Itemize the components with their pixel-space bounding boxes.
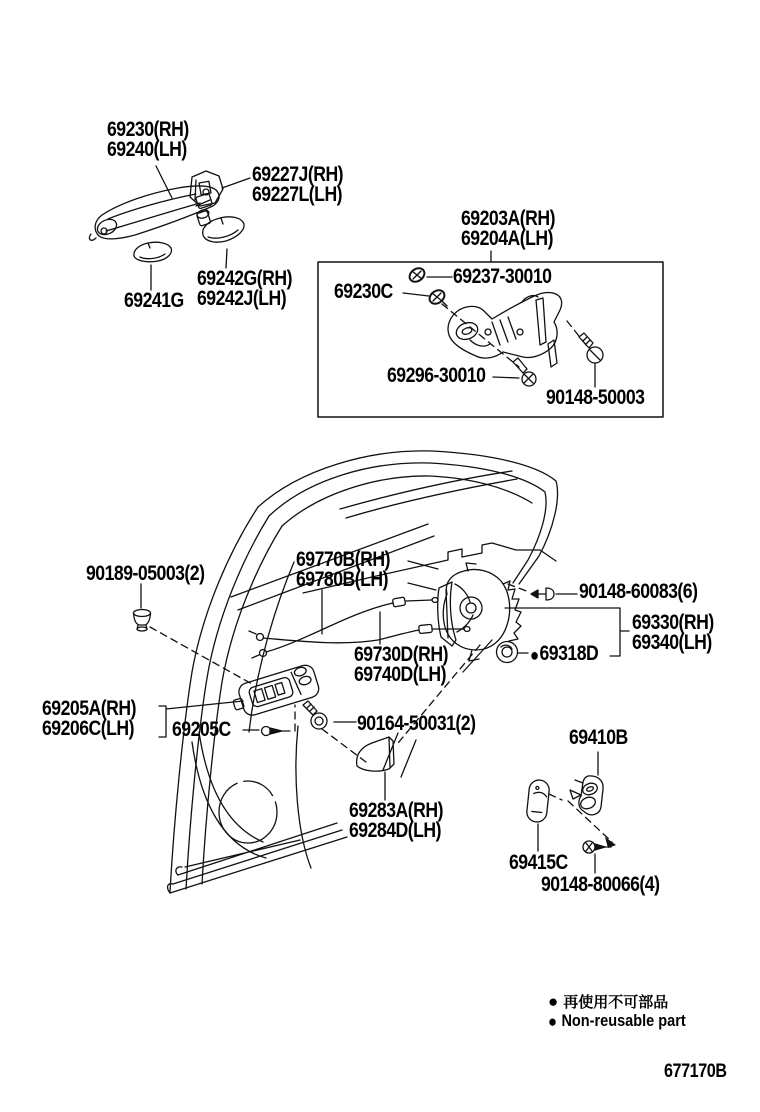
part-label-69730d: 69730D(RH) 69740D(LH)	[354, 643, 448, 686]
seal-69318d-drawing	[497, 642, 518, 663]
legend-non-reusable-jp: ● 再使用不可部品	[548, 992, 669, 1011]
part-label-69230c: 69230C	[334, 280, 393, 303]
part-label-90164: 90164-50031(2)	[357, 712, 476, 735]
screw-69296-icon	[513, 358, 536, 386]
screw-90164-icon	[303, 701, 327, 729]
grommet-90189-icon	[134, 610, 151, 632]
part-label-69410b: 69410B	[569, 726, 628, 749]
part-label-69230-69240: 69230(RH) 69240(LH)	[107, 118, 189, 161]
screw-90148-60083-icon	[531, 588, 554, 600]
non-reusable-icon: ●	[548, 1012, 558, 1031]
part-label-69242: 69242G(RH) 69242J(LH)	[197, 267, 292, 310]
non-reusable-icon: ●	[530, 645, 539, 665]
part-label-69203a: 69203A(RH) 69204A(LH)	[461, 207, 555, 250]
striker-drawing	[570, 776, 603, 815]
screw-69205c-icon	[262, 727, 283, 736]
part-label-69237: 69237-30010	[453, 265, 552, 288]
part-label-90148-50003: 90148-50003	[546, 386, 645, 409]
part-label-69318d: ●69318D	[530, 642, 599, 665]
handle-trim-drawing	[357, 737, 394, 771]
part-label-90189: 90189-05003(2)	[86, 562, 205, 585]
grommet-69237-icon	[407, 265, 427, 284]
screw-90148-80066-icon	[583, 841, 605, 853]
clip-69230c-icon	[427, 287, 447, 306]
part-label-69227: 69227J(RH) 69227L(LH)	[252, 163, 344, 206]
part-label-69205a: 69205A(RH) 69206C(LH)	[42, 697, 136, 740]
handle-cap-drawing	[203, 217, 244, 242]
part-label-69296: 69296-30010	[387, 364, 486, 387]
outside-handle-drawing	[89, 186, 219, 240]
part-label-90148-60083: 90148-60083(6)	[579, 580, 698, 603]
part-label-69330: 69330(RH) 69340(LH)	[632, 611, 714, 654]
inside-handle-drawing	[229, 663, 321, 720]
part-label-69770b: 69770B(RH) 69780B(LH)	[296, 548, 390, 591]
part-label-90148-80066: 90148-80066(4)	[541, 873, 660, 896]
handle-cap-g-drawing	[134, 242, 172, 262]
legend-non-reusable-en: ● Non-reusable part	[548, 1012, 686, 1031]
screw-90148-50003-icon	[579, 333, 603, 363]
non-reusable-icon: ●	[548, 992, 559, 1011]
part-label-69283a: 69283A(RH) 69284D(LH)	[349, 799, 443, 842]
striker-cover-drawing	[526, 779, 550, 823]
figure-code: 677170B	[664, 1061, 727, 1082]
part-label-69415c: 69415C	[509, 851, 568, 874]
part-label-69205c: 69205C	[172, 718, 231, 741]
part-label-69241g: 69241G	[124, 289, 184, 312]
